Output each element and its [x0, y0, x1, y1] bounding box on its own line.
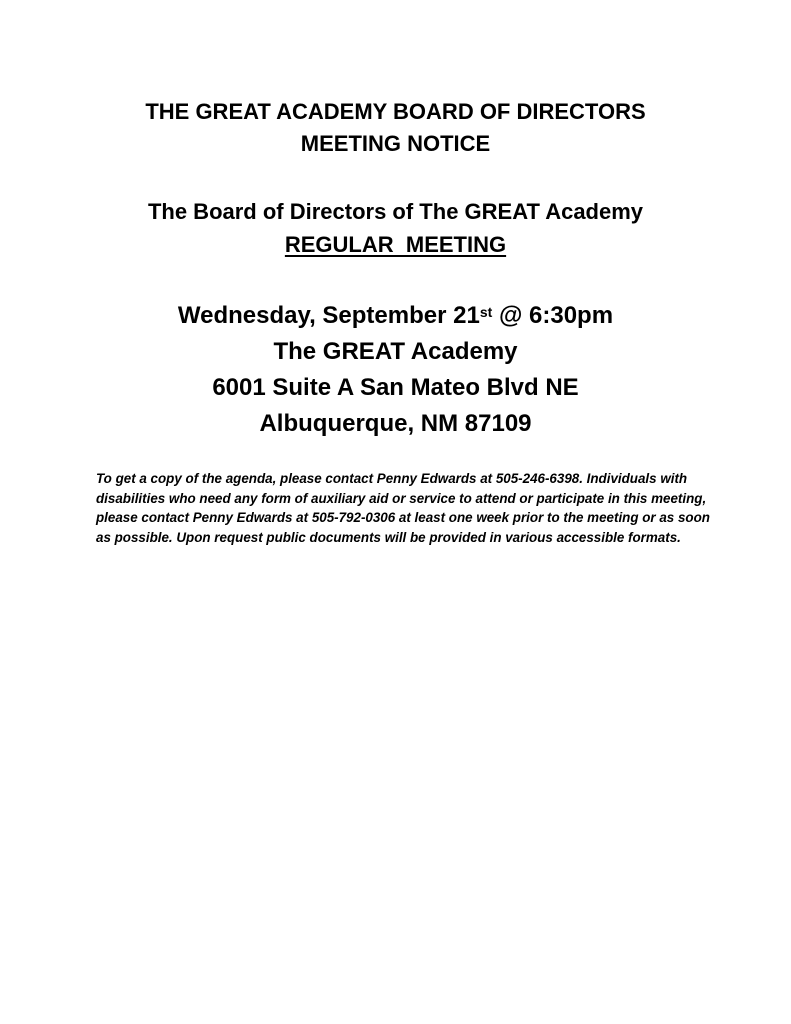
- meeting-city: Albuquerque, NM 87109: [259, 410, 532, 437]
- meeting-address: 6001 Suite A San Mateo Blvd NE: [212, 374, 579, 401]
- notice-title-line2: MEETING NOTICE: [300, 131, 491, 156]
- meeting-intro: The Board of Directors of The GREAT Academy: [147, 199, 644, 224]
- meeting-date: Wednesday, September 21: [177, 302, 480, 329]
- notice-title-line1: THE GREAT ACADEMY BOARD OF DIRECTORS: [145, 99, 646, 124]
- meeting-type: REGULAR MEETING: [284, 232, 507, 257]
- date-ordinal-suffix: st: [479, 304, 493, 320]
- meeting-date-time: [0, 298, 791, 334]
- meeting-time: @ 6:30pm: [492, 302, 614, 329]
- meeting-venue: The GREAT Academy: [273, 338, 518, 365]
- accessibility-notice: To get a copy of the agenda, please contact Penny Edwards at 505-246-6398. Individuals with disabilities who need any form of auxiliary aid or service to attend or participate in this meeting, please contact Penny Edwards at 505-792-0306 at least one week prior to the meeting or as soon as possible. Upon request public documents will be provided in various accessible formats.: [96, 471, 710, 545]
- meeting-type-wrapper: [0, 229, 791, 261]
